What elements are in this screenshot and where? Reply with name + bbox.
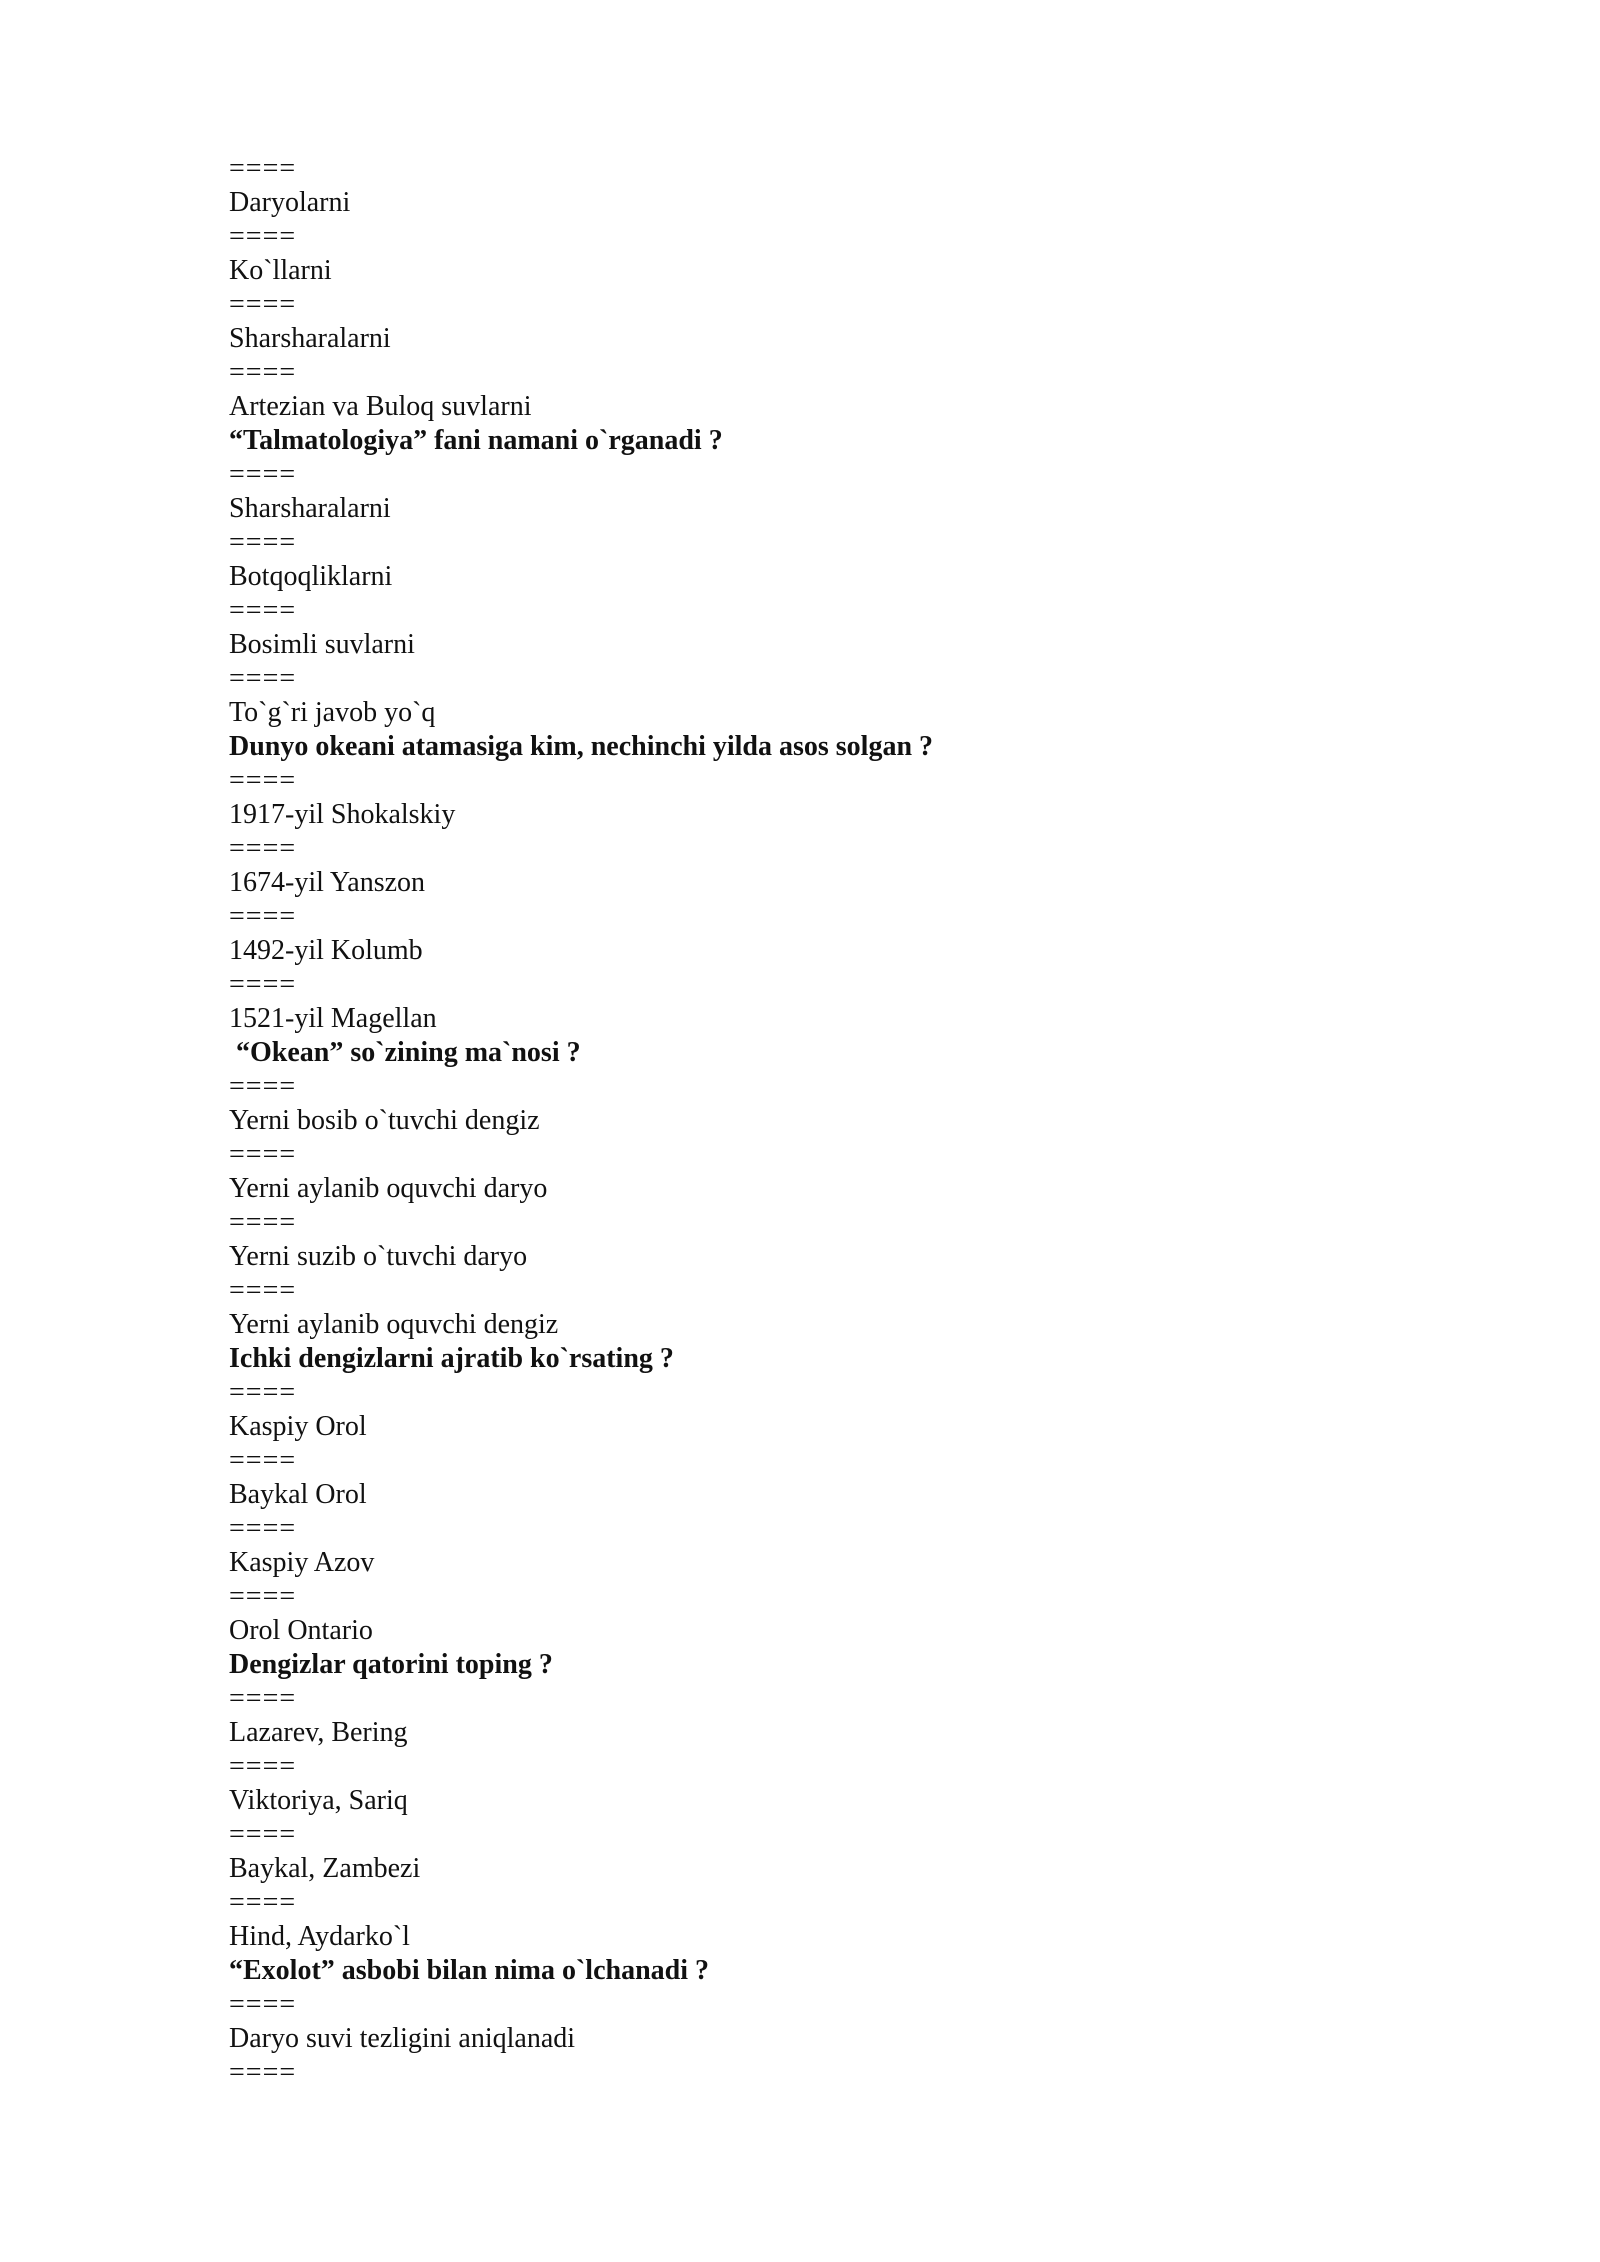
- separator-line: ====: [229, 595, 297, 626]
- answer-option: Kaspiy Azov: [229, 1547, 375, 1578]
- separator-line: ====: [229, 1377, 297, 1408]
- answer-option: Artezian va Buloq suvlarni: [229, 391, 532, 422]
- answer-option: Sharsharalarni: [229, 493, 391, 524]
- separator-line: ====: [229, 833, 297, 864]
- separator-line: ====: [229, 459, 297, 490]
- answer-option: Baykal Orol: [229, 1479, 367, 1510]
- separator-line: ====: [229, 765, 297, 796]
- separator-line: ====: [229, 1139, 297, 1170]
- answer-option: Yerni aylanib oquvchi dengiz: [229, 1309, 559, 1340]
- answer-option: Daryo suvi tezligini aniqlanadi: [229, 2023, 576, 2054]
- question-text: Dunyo okeani atamasiga kim, nechinchi yilda asos solgan ?: [229, 731, 934, 762]
- separator-line: ====: [229, 901, 297, 932]
- answer-option: Yerni aylanib oquvchi daryo: [229, 1173, 548, 1204]
- answer-option: Bosimli suvlarni: [229, 629, 415, 660]
- separator-line: ====: [229, 1275, 297, 1306]
- separator-line: ====: [229, 357, 297, 388]
- answer-option: Baykal, Zambezi: [229, 1853, 421, 1884]
- answer-option: Daryolarni: [229, 187, 351, 218]
- answer-option: Ko`llarni: [229, 255, 332, 286]
- answer-option: Sharsharalarni: [229, 323, 391, 354]
- answer-option: 1492-yil Kolumb: [229, 935, 423, 966]
- separator-line: ====: [229, 969, 297, 1000]
- separator-line: ====: [229, 289, 297, 320]
- question-text: “Exolot” asbobi bilan nima o`lchanadi ?: [229, 1955, 710, 1986]
- question-text: “Talmatologiya” fani namani o`rganadi ?: [229, 425, 723, 456]
- separator-line: ====: [229, 1751, 297, 1782]
- answer-option: Botqoqliklarni: [229, 561, 393, 592]
- separator-line: ====: [229, 1581, 297, 1612]
- separator-line: ====: [229, 1683, 297, 1714]
- question-text: Dengizlar qatorini toping ?: [229, 1649, 553, 1680]
- separator-line: ====: [229, 1071, 297, 1102]
- answer-option: Orol Ontario: [229, 1615, 373, 1646]
- answer-option: 1917-yil Shokalskiy: [229, 799, 456, 830]
- separator-line: ====: [229, 527, 297, 558]
- answer-option: Viktoriya, Sariq: [229, 1785, 408, 1816]
- separator-line: ====: [229, 221, 297, 252]
- separator-line: ====: [229, 153, 297, 184]
- answer-option: 1521-yil Magellan: [229, 1003, 437, 1034]
- answer-option: 1674-yil Yanszon: [229, 867, 426, 898]
- separator-line: ====: [229, 1819, 297, 1850]
- separator-line: ====: [229, 1513, 297, 1544]
- separator-line: ====: [229, 1989, 297, 2020]
- separator-line: ====: [229, 1887, 297, 1918]
- separator-line: ====: [229, 663, 297, 694]
- separator-line: ====: [229, 1207, 297, 1238]
- separator-line: ====: [229, 1445, 297, 1476]
- answer-option: Hind, Aydarko`l: [229, 1921, 410, 1952]
- question-text: “Okean” so`zining ma`nosi ?: [229, 1037, 581, 1068]
- answer-option: Lazarev, Bering: [229, 1717, 408, 1748]
- document-page: [229, 152, 1529, 2090]
- question-text: Ichki dengizlarni ajratib ko`rsating ?: [229, 1343, 674, 1374]
- separator-line: ====: [229, 2057, 297, 2088]
- answer-option: Kaspiy Orol: [229, 1411, 367, 1442]
- answer-option: Yerni bosib o`tuvchi dengiz: [229, 1105, 540, 1136]
- answer-option: Yerni suzib o`tuvchi daryo: [229, 1241, 528, 1272]
- answer-option: To`g`ri javob yo`q: [229, 697, 436, 728]
